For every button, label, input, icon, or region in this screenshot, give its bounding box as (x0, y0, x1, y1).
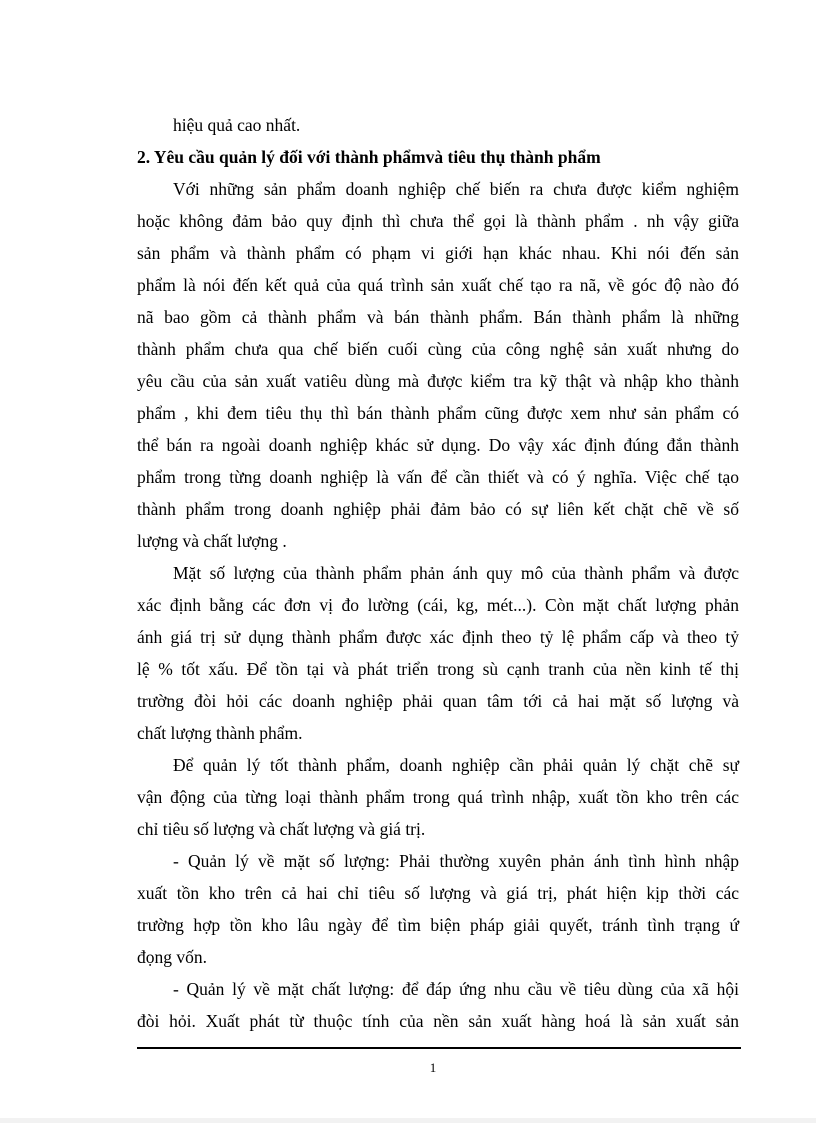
text-line: thành phẩm trong doanh nghiệp phải đảm bảo có sự liên kết chặt chẽ về số (137, 499, 739, 519)
text-line: xuất tồn kho trên cả hai chỉ tiêu số lượng và giá trị, phát hiện kịp thời các (137, 883, 739, 903)
text-line: - Quản lý về mặt số lượng: Phải thường xuyên phản ánh tình hình nhập (173, 851, 739, 871)
text-line: đòi hỏi. Xuất phát từ thuộc tính của nền sản xuất hàng hoá là sản xuất sản (137, 1011, 739, 1031)
page-number: 1 (429, 1060, 437, 1075)
text-line: lệ % tốt xấu. Để tồn tại và phát triển trong sù cạnh tranh của nền kinh tế thị (137, 659, 739, 679)
text-line: Để quản lý tốt thành phẩm, doanh nghiệp cần phải quản lý chặt chẽ sự (173, 755, 739, 775)
footer-divider (137, 1047, 741, 1049)
page-bottom-edge (0, 1118, 816, 1123)
text-line: chỉ tiêu số lượng và chất lượng và giá trị. (137, 819, 426, 839)
text-line: - Quản lý về mặt chất lượng: để đáp ứng nhu cầu về tiêu dùng của xã hội (173, 979, 739, 999)
text-line: xác định bằng các đơn vị đo lường (cái, kg, mét...). Còn mặt chất lượng phản (137, 595, 739, 615)
text-line: trường hợp tồn kho lâu ngày để tìm biện pháp giải quyết, tránh tình trạng ứ (137, 915, 739, 935)
text-line: Với những sản phẩm doanh nghiệp chế biến ra chưa được kiểm nghiệm (173, 179, 739, 199)
text-line: đọng vốn. (137, 947, 207, 967)
text-line: phẩm , khi đem tiêu thụ thì bán thành phẩm cũng được xem như sản phẩm có (137, 403, 739, 423)
text-line: vận động của từng loại thành phẩm trong quá trình nhập, xuất tồn kho trên các (137, 787, 739, 807)
text-line: nã bao gồm cả thành phẩm và bán thành phẩm. Bán thành phẩm là những (137, 307, 739, 327)
text-line: ánh giá trị sử dụng thành phẩm được xác định theo tỷ lệ phẩm cấp và theo tỷ (137, 627, 739, 647)
text-line: trường đòi hỏi các doanh nghiệp phải quan tâm tới cả hai mặt số lượng và (137, 691, 739, 711)
text-line: hoặc không đảm bảo quy định thì chưa thể gọi là thành phẩm . nh vậy giữa (137, 211, 739, 231)
text-line: thành phẩm chưa qua chế biến cuối cùng của công nghệ sản xuất nhưng do (137, 339, 739, 359)
text-line: lượng và chất lượng . (137, 531, 287, 551)
text-line: Mặt số lượng của thành phẩm phản ánh quy mô của thành phẩm và được (173, 563, 739, 583)
text-line: yêu cầu của sản xuất vatiêu dùng mà được kiểm tra kỹ thật và nhập kho thành (137, 371, 739, 391)
text-line: sản phẩm và thành phẩm có phạm vi giới hạn khác nhau. Khi nói đến sản (137, 243, 739, 263)
text-line: hiệu quả cao nhất. (173, 115, 301, 135)
text-line: thể bán ra ngoài doanh nghiệp khác sử dụng. Do vậy xác định đúng đắn thành (137, 435, 739, 455)
section-heading: 2. Yêu cầu quản lý đối với thành phẩmvà tiêu thụ thành phẩm (137, 147, 601, 167)
text-line: phẩm trong từng doanh nghiệp là vấn để cần thiết và có ý nghĩa. Việc chế tạo (137, 467, 739, 487)
text-line: phẩm là nói đến kết quả của quá trình sản xuất chế tạo ra nã, về góc độ nào đó (137, 275, 739, 295)
text-line: chất lượng thành phẩm. (137, 723, 303, 743)
